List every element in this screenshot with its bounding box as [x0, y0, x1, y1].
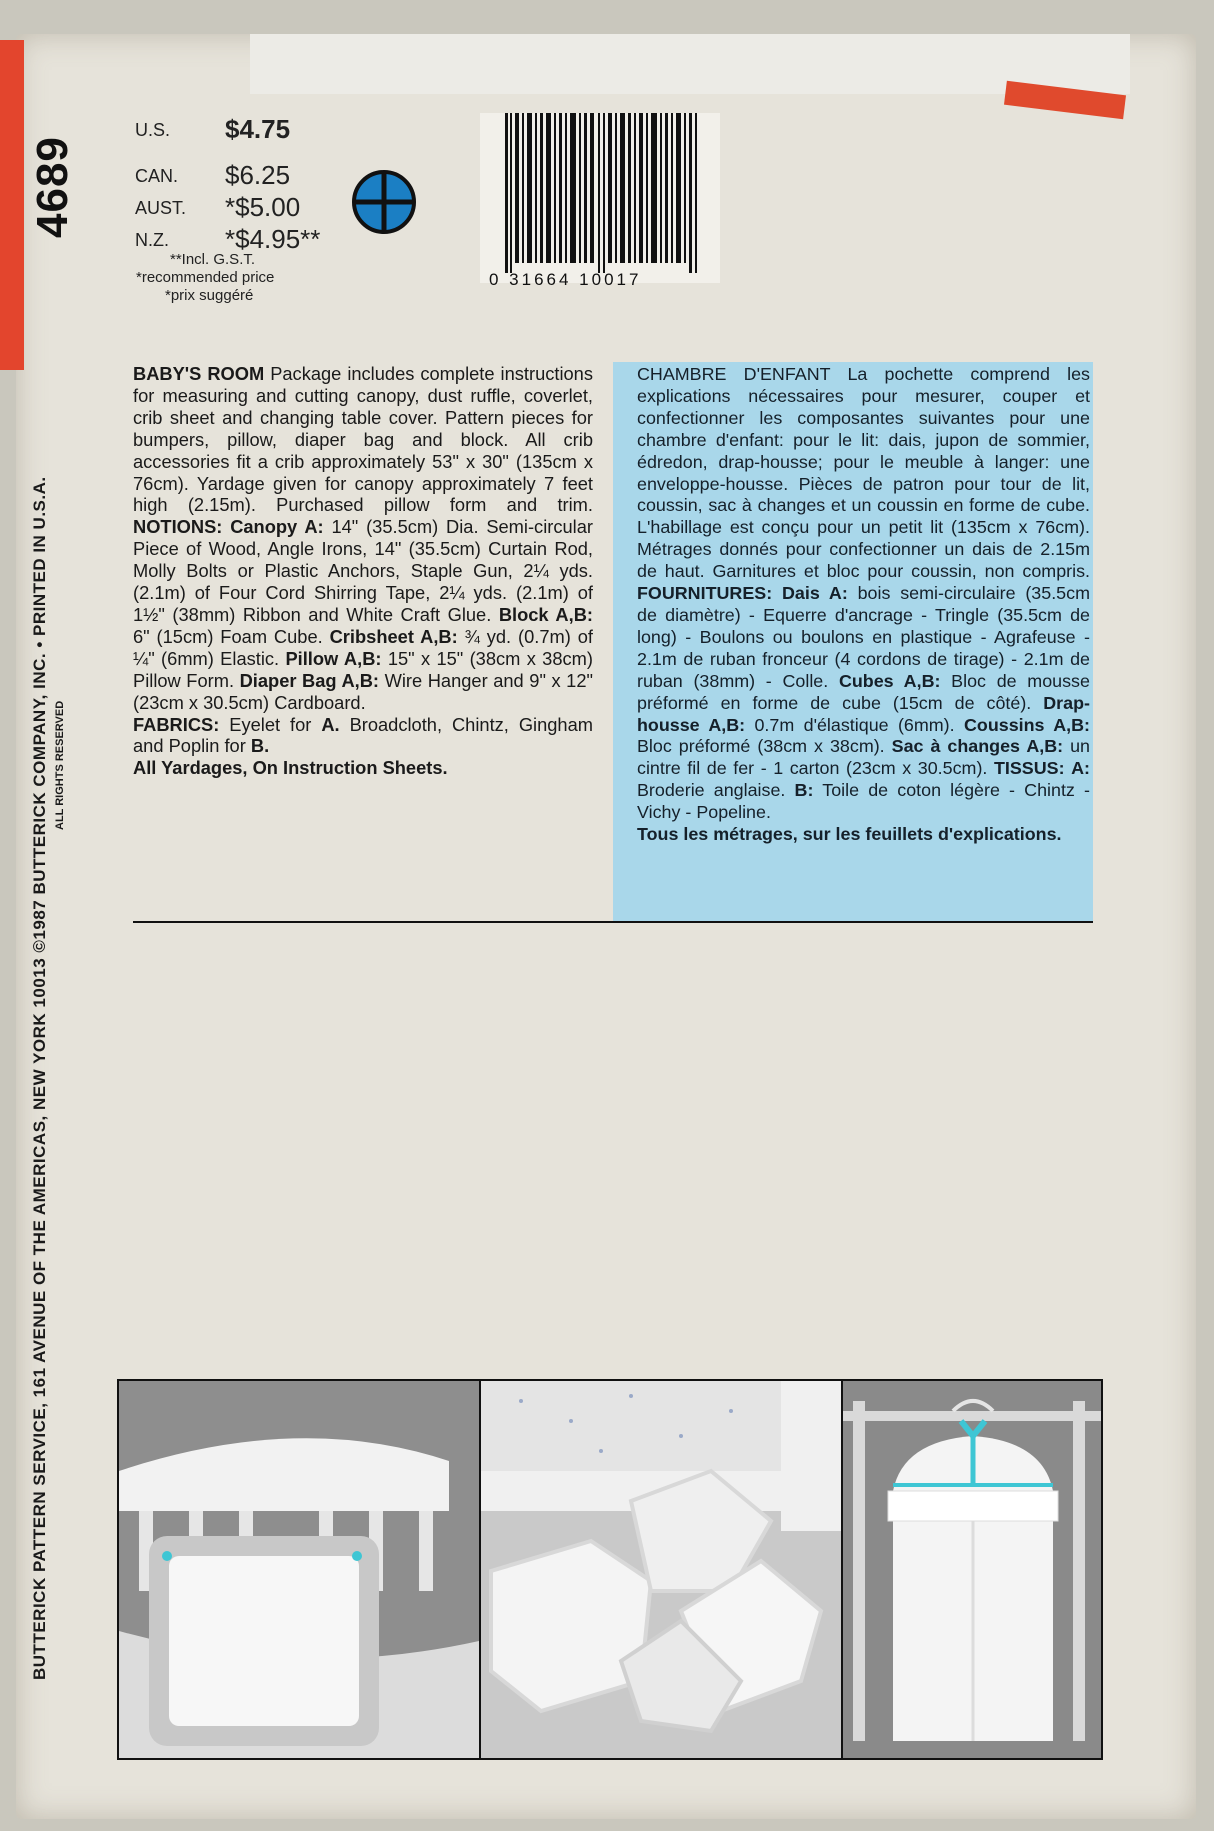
metrages-note: Tous les métrages, sur les feuillets d'explications.: [637, 824, 1062, 845]
price-label: U.S.: [135, 120, 171, 140]
cribsheet-text: ¾ yd. (0.7m) of ¼" (6mm) Elastic.: [133, 625, 593, 669]
dais-text: bois semi-circulaire (35.5cm de diamètre) - Equerre d'ancrage - Tringle (35.5cm de long) - Boulons ou boulons en plastique - Agrafeuse - 2.1m de ruban fronceur (4 cordons de tirage) - 2.1m de ruban (38mm) - Colle.: [637, 583, 1090, 691]
canopy-label: Canopy A:: [230, 516, 324, 538]
price-label: CAN.: [135, 166, 179, 186]
butterick-logo-icon: [352, 170, 416, 234]
price-value: *$4.95**: [225, 224, 321, 254]
pillow-text: 15" x 15" (38cm x 38cm) Pillow Form.: [133, 647, 593, 691]
pattern-number: 4689: [28, 136, 77, 238]
fabrics-label: FABRICS:: [133, 713, 220, 735]
tissus-b-text: Toile de coton légère - Chintz - Vichy - Popeline.: [637, 780, 1090, 823]
price-label: AUST.: [135, 198, 187, 218]
english-intro: Package includes complete instructions for measuring and cutting canopy, dust ruffle, coverlet, crib sheet and changing table cover. Pattern pieces for bumpers, pillow, diaper bag and block. All crib accessories fit a crib approximately 53" x 30" (135cm x 76cm). Yardage given for canopy approximately 7 feet high (2.15m). Purchased pillow form and trim.: [133, 363, 593, 516]
barcode-icon: [480, 113, 720, 283]
price-value: $6.25: [225, 160, 291, 190]
english-description: [133, 363, 593, 779]
photo-strip: [117, 1379, 1103, 1760]
french-description: [637, 364, 1090, 846]
canopy-text: 14" (35.5cm) Dia. Semi-circular Piece of Wood, Angle Irons, 14" (35.5cm) Curtain Rod, Molly Bolts or Plastic Anchors, Staple Gun, 2¼ yds. (2.1m) of Four Cord Shirring Tape, 2¼ yds. (2.1m) of 1½" (38mm) Ribbon and White Craft Glue.: [133, 516, 593, 625]
block-text: 6" (15cm) Foam Cube.: [133, 625, 323, 647]
french-intro: La pochette comprend les explications nécessaires pour mesurer, couper et confectionner les composantes suivantes pour une chambre d'enfant: pour le lit: dais, jupon de sommier, édredon, drap-housse; pour le meuble à langer: une enveloppe-housse. Pièces de patron pour tour de lit, coussin, sac à changes et un coussin en forme de cube. L'habillage est conçu pour un petit lit (135cm x 76cm). Métrages donnés pour confectionner un dais de 2.15m de haut. Garnitures et bloc pour coussin, non compris.: [637, 364, 1090, 582]
tissus-label: TISSUS:: [993, 758, 1065, 779]
blocks-photo-image: [481, 1381, 841, 1758]
rights-line: ALL RIGHTS RESERVED: [54, 700, 66, 830]
barcode-number: 0 31664 10017: [489, 270, 642, 289]
diaper-bag-photo-image: [843, 1381, 1101, 1758]
pillow-photo: [119, 1381, 479, 1758]
dais-label: Dais A:: [781, 583, 848, 604]
pillow-photo-image: [119, 1381, 479, 1758]
fabrics-a: A.: [321, 713, 340, 735]
coussins-text: Bloc préformé (38cm x 38cm).: [637, 736, 885, 757]
french-title: CHAMBRE D'ENFANT: [637, 364, 831, 384]
envelope-flap: [250, 34, 1130, 94]
red-edge-strip: [0, 40, 24, 370]
drap-label: Drap-housse A,B:: [637, 692, 1090, 735]
diaper-text: Wire Hanger and 9" x 12" (23cm x 30.5cm) Cardboard.: [133, 669, 593, 713]
cubes-text: Bloc de mousse préformé en forme de cube (15cm de côté).: [637, 670, 1090, 713]
publisher-vertical-text: [30, 476, 66, 1680]
coussins-label: Coussins A,B:: [963, 714, 1090, 735]
yardages-note: All Yardages, On Instruction Sheets.: [133, 757, 448, 779]
diaper-bag-photo: [841, 1381, 1101, 1758]
publisher-line: BUTTERICK PATTERN SERVICE, 161 AVENUE OF THE AMERICAS, NEW YORK 10013 ©1987 BUTTERICK COMPANY, INC. • PRINTED IN U.S.A.: [30, 476, 49, 1680]
cribsheet-label: Cribsheet A,B:: [329, 625, 458, 647]
fabrics-b: B.: [250, 735, 270, 757]
notions-label: NOTIONS:: [133, 516, 223, 538]
cubes-label: Cubes A,B:: [838, 670, 941, 691]
drap-text: 0.7m d'élastique (6mm).: [754, 714, 955, 735]
divider-rule: [133, 921, 1093, 923]
sac-label: Sac à changes A,B:: [891, 736, 1064, 757]
price-note: *recommended price: [136, 269, 275, 286]
fournitures-label: FOURNITURES:: [637, 583, 773, 604]
tissus-a-text: Broderie anglaise.: [637, 780, 786, 801]
price-label: N.Z.: [135, 230, 169, 250]
price-value: $4.75: [225, 114, 291, 144]
tissus-b-label: B:: [794, 780, 814, 801]
pillow-label: Pillow A,B:: [285, 647, 382, 669]
fabrics-text: Broadcloth, Chintz, Gingham and Poplin for: [133, 713, 593, 757]
tissus-a-label: A:: [1071, 758, 1090, 779]
sac-text: un cintre fil de fer - 1 carton (23cm x 30.5cm).: [637, 736, 1091, 779]
diaper-label: Diaper Bag A,B:: [239, 669, 380, 691]
english-title: BABY'S ROOM: [133, 363, 265, 384]
price-note: **Incl. G.S.T.: [170, 251, 256, 268]
fabrics-text: Eyelet for: [229, 713, 312, 735]
price-note: *prix suggéré: [165, 287, 254, 304]
blocks-photo: [479, 1381, 841, 1758]
price-value: *$5.00: [225, 192, 301, 222]
block-label: Block A,B:: [498, 603, 593, 625]
